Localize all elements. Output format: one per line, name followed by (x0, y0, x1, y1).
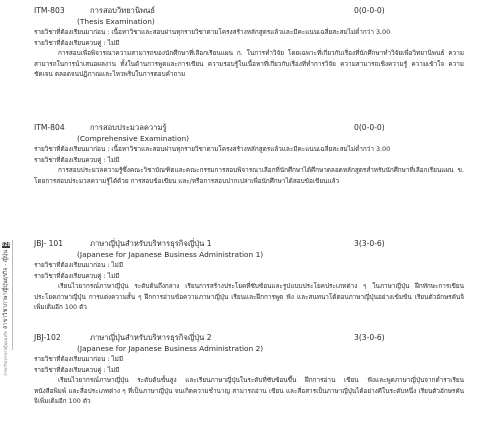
course-code: ITM-803 (34, 6, 65, 15)
prerequisite: รายวิชาที่ต้องเรียนมาก่อน : เนื้อหาวิชาและสอบผ่านทุกรายวิชาตามโครงสร้างหลักสูตรแล้วและมีคะแนนเฉลี่ยสะสมไม่ต่ำกว่า 3.00 (34, 28, 391, 36)
course-credits: 0(0-0-0) (354, 6, 385, 15)
course-title-th: การสอบวิทยานิพนธ์ (90, 6, 155, 15)
course-title-en: (Thesis Examination) (77, 17, 155, 26)
course-entry (34, 5, 464, 80)
side-tab-subtitle: สาขาวิชาภาษาญี่ปุ่นธุรกิจ (3, 330, 8, 376)
side-tab-title: สาขาวิชาภาษาญี่ปุ่นธุรกิจ - ญี่ปุ่น (3, 250, 9, 329)
corequisite: รายวิชาที่ต้องเรียนควบคู่ : ไม่มี (34, 271, 120, 280)
course-description: เรียนไวยากรณ์ภาษาญี่ปุ่น ระดับต้นขั้นสูง และเรียนภาษาญี่ปุ่นในระดับที่ซับซ้อนขึ้น ฝึกการอ่าน เขียน ฟังและพูดภาษาญี่ปุ่นจากตำราเรียน หนังสือพิมพ์ และสื่อประเภทต่าง ๆ ที่เป็นภาษาญี่ปุ่น จนเกิดความชำนาญ สามารถอ่าน เขียน และสื่อสารเป็นภาษาญี่ปุ่นได้อย่างดีในระดับหนึ่ง เรียนตัวอักษรคันจิเพิ่มเติมอีก 100 ตัว (34, 376, 464, 406)
prerequisite: รายวิชาที่ต้องเรียนมาก่อน : เนื้อหาวิชาและสอบผ่านทุกรายวิชาตามโครงสร้างหลักสูตรแล้วและมีคะแนนเฉลี่ยสะสมไม่ต่ำกว่า 3.00 (34, 145, 391, 153)
course-description: การสอบประมวลความรู้ซึ่งคณะวิชาบัณฑิตและคณะกรรมการสอบพิจารณาเลือกที่นักศึกษาได้ศึกษาตลอดหลักสูตรสำหรับนักศึกษาที่เลือกเรียนแผน ข. โดยการสอบประมวลความรู้ได้ด้วย การสอบข้อเขียน และ/หรือการสอบปากเปล่าเพื่อนักศึกษาได้สอบข้อเขียนแล้ว (34, 166, 464, 185)
course-code: JBJ-102 (34, 333, 61, 342)
course-title-th: การสอบประมวลความรู้ (90, 123, 167, 132)
prerequisite: รายวิชาที่ต้องเรียนมาก่อน : ไม่มี (34, 355, 124, 363)
course-heading (34, 332, 464, 343)
prerequisite: รายวิชาที่ต้องเรียนมาก่อน : ไม่มี (34, 261, 124, 269)
course-description: เรียนไวยากรณ์ภาษาญี่ปุ่น ระดับต้นถึงกลาง เรียนการสร้างประโยคที่ซับซ้อนและรูปแบบประโยคประเภทต่าง ๆ ในภาษาญี่ปุ่น ฝึกทักษะการเขียนประโยคภาษาญี่ปุ่น การแต่งความสั้น ๆ ฝึกการอ่านข้อความภาษาญี่ปุ่น เรียนและฝึกการพูด ฟัง และสนทนาโต้ตอบภาษาญี่ปุ่นอย่างเข้มข้น เรียนตัวอักษรคันจิเพิ่มเติมอีก 100 ตัว (34, 282, 464, 312)
corequisite: รายวิชาที่ต้องเรียนควบคู่ : ไม่มี (34, 155, 120, 164)
course-title-en: (Comprehensive Examination) (77, 134, 190, 143)
course-credits: 3(3-0-6) (354, 333, 385, 342)
course-heading (34, 238, 464, 249)
course-entry (34, 332, 464, 407)
corequisite: รายวิชาที่ต้องเรียนควบคู่ : ไม่มี (34, 365, 120, 374)
corequisite: รายวิชาที่ต้องเรียนควบคู่ : ไม่มี (34, 38, 120, 47)
course-code: JBJ- 101 (34, 239, 64, 248)
course-heading (34, 5, 464, 16)
course-code: ITM-804 (34, 123, 65, 132)
side-rule (12, 240, 13, 350)
course-description: การสอบเพื่อพิจารณาความสามารถของนักศึกษาที่เลือกเรียนแผน ก. ในการทำวิจัย โดยเฉพาะที่เกี่ยวกับเรื่องที่นักศึกษาทำวิจัยเพื่อวิทยานิพนธ์ ความสามารถในการนำเสนอผลงาน ทั้งในด้านการพูดและการเขียน ความรอบรู้ในเนื้อหาที่เกี่ยวกับเรื่องที่ทำการวิจัย ความสามารถเชิงความรู้ ความเข้าใจ ความชัดเจน ตลอดจนปฏิภาณและไหวพริบในการตอบคำถาม (34, 49, 464, 79)
course-title-th: ภาษาญี่ปุ่นสำหรับบริหารธุรกิจญี่ปุ่น 1 (90, 239, 212, 248)
course-title-en: (Japanese for Japanese Business Administration 1) (77, 250, 264, 259)
course-credits: 0(0-0-0) (354, 123, 385, 132)
side-tab (0, 242, 12, 376)
course-entry (34, 122, 464, 186)
course-heading (34, 122, 464, 133)
course-title-th: ภาษาญี่ปุ่นสำหรับบริหารธุรกิจญี่ปุ่น 2 (90, 333, 212, 342)
course-credits: 3(3-0-6) (354, 239, 385, 248)
page-number: 328 (0, 242, 12, 248)
course-title-en: (Japanese for Japanese Business Administration 2) (77, 344, 264, 353)
course-entry (34, 238, 464, 313)
